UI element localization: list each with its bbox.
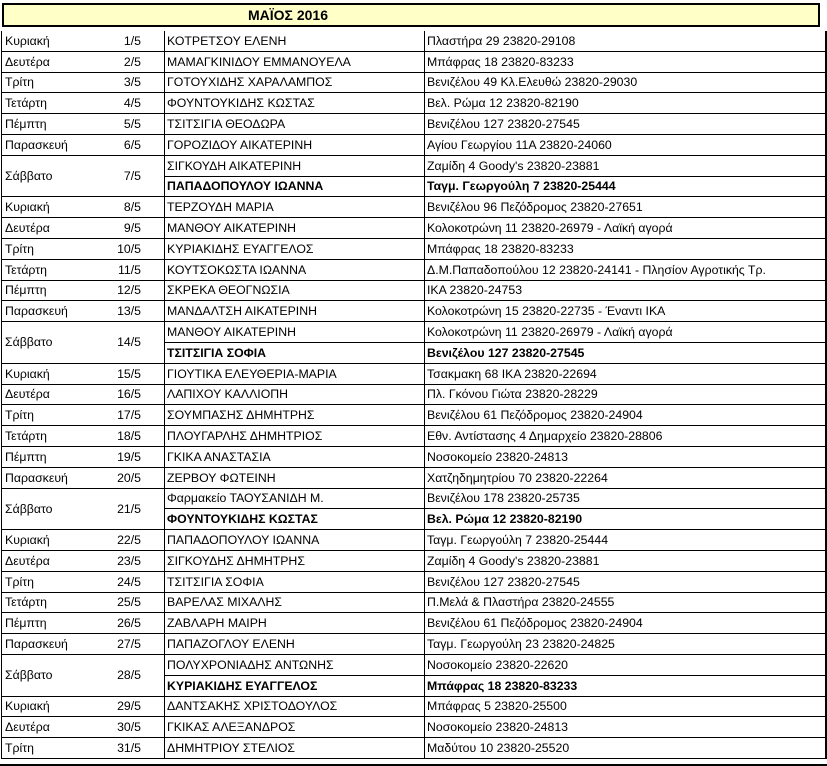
day-cell: Τρίτη [2,738,116,759]
address-phone-cell: Πλαστήρα 29 23820-29108 [425,31,827,51]
date-cell: 12/5 [115,280,165,301]
date-cell: 6/5 [115,134,165,155]
day-cell: Σάββατο [2,488,116,530]
day-cell: Δευτέρα [2,218,116,239]
pharmacy-name-cell: ΠΟΛΥΧΡΟΝΙΑΔΗΣ ΑΝΤΩΝΗΣ [165,654,425,675]
date-cell: 30/5 [115,717,165,738]
day-cell: Τρίτη [2,72,116,93]
date-cell: 27/5 [115,634,165,655]
table-row [2,530,827,551]
address-phone-cell: Ταγμ. Γεωργούλη 7 23820-25444 [425,176,827,197]
address-phone-cell: Μπάφρας 5 23820-25500 [425,696,827,717]
day-cell: Τρίτη [2,238,116,259]
day-cell: Σάββατο [2,654,116,696]
address-phone-cell: Μπάφρας 18 23820-83233 [425,238,827,259]
pharmacy-name-cell: ΤΕΡΖΟΥΔΗ ΜΑΡΙΑ [165,197,425,218]
address-phone-cell: Τσακμακη 68 ΙΚΑ 23820-22694 [425,363,827,384]
address-phone-cell: Ζαμίδη 4 Goody's 23820-23881 [425,155,827,176]
table-row [2,114,827,135]
table-row [2,405,827,426]
date-cell: 4/5 [115,93,165,114]
pharmacy-name-cell: ΓΚΙΚΑΣ ΑΛΕΞΑΝΔΡΟΣ [165,717,425,738]
address-phone-cell: Νοσοκομείο 23820-24813 [425,446,827,467]
day-cell: Τετάρτη [2,259,116,280]
table-row [2,72,827,93]
address-phone-cell: Νοσοκομείο 23820-22620 [425,654,827,675]
pharmacy-name-cell: ΖΑΒΛΑΡΗ ΜΑΙΡΗ [165,613,425,634]
day-cell: Παρασκευή [2,134,116,155]
date-cell: 18/5 [115,426,165,447]
table-row [2,571,827,592]
address-phone-cell: Νοσοκομείο 23820-24813 [425,717,827,738]
date-cell: 15/5 [115,363,165,384]
pharmacy-name-cell: ΚΟΤΡΕΤΣΟΥ ΕΛΕΝΗ [165,31,425,51]
address-phone-cell: Βελ. Ρώμα 12 23820-82190 [425,93,827,114]
pharmacy-name-cell: ΜΑΜΑΓΚΙΝΙΔΟΥ ΕΜΜΑΝΟΥΕΛΑ [165,51,425,72]
pharmacy-name-cell: ΠΛΟΥΓΑΡΛΗΣ ΔΗΜΗΤΡΙΟΣ [165,426,425,447]
pharmacy-name-cell: ΒΑΡΕΛΑΣ ΜΙΧΑΛΗΣ [165,592,425,613]
day-cell: Τετάρτη [2,426,116,447]
day-cell: Τρίτη [2,571,116,592]
pharmacy-name-cell: ΠΑΠΑΔΟΠΟΥΛΟΥ ΙΩΑΝΝΑ [165,176,425,197]
address-phone-cell: Βενιζέλου 127 23820-27545 [425,342,827,363]
pharmacy-name-cell: ΚΟΥΤΣΟΚΩΣΤΑ ΙΩΑΝΝΑ [165,259,425,280]
schedule-table [1,31,827,759]
date-cell: 8/5 [115,197,165,218]
pharmacy-name-cell: ΜΑΝΘΟΥ ΑΙΚΑΤΕΡΙΝΗ [165,322,425,343]
table-row [2,218,827,239]
day-cell: Δευτέρα [2,51,116,72]
table-row [2,280,827,301]
pharmacy-name-cell: ΦΟΥΝΤΟΥΚΙΔΗΣ ΚΩΣΤΑΣ [165,93,425,114]
date-cell: 9/5 [115,218,165,239]
table-row [2,738,827,759]
day-cell: Δευτέρα [2,384,116,405]
table-row [2,51,827,72]
address-phone-cell: Χατζηδημητρίου 70 23820-22264 [425,467,827,488]
table-row [2,446,827,467]
table-row [2,488,827,509]
pharmacy-name-cell: ΜΑΝΘΟΥ ΑΙΚΑΤΕΡΙΝΗ [165,218,425,239]
address-phone-cell: Βενιζέλου 61 Πεζόδρομος 23820-24904 [425,613,827,634]
pharmacy-name-cell: ΔΗΜΗΤΡΙΟΥ ΣΤΕΛΙΟΣ [165,738,425,759]
date-cell: 26/5 [115,613,165,634]
address-phone-cell: Μπάφρας 18 23820-83233 [425,675,827,696]
address-phone-cell: Αγίου Γεωργίου 11Α 23820-24060 [425,134,827,155]
pharmacy-name-cell: ΓΙΟΥΤΙΚΑ ΕΛΕΥΘΕΡΙΑ-ΜΑΡΙΑ [165,363,425,384]
day-cell: Κυριακή [2,31,116,51]
table-row [2,613,827,634]
pharmacy-name-cell: ΣΟΥΜΠΑΣΗΣ ΔΗΜΗΤΡΗΣ [165,405,425,426]
day-cell: Δευτέρα [2,717,116,738]
date-cell: 21/5 [115,488,165,530]
table-row [2,384,827,405]
table-row [2,467,827,488]
pharmacy-name-cell: ΓΟΤΟΥΧΙΔΗΣ ΧΑΡΑΛΑΜΠΟΣ [165,72,425,93]
address-phone-cell: Μπάφρας 18 23820-83233 [425,51,827,72]
day-cell: Σάββατο [2,155,116,197]
pharmacy-name-cell: Φαρμακείο ΤΑΟΥΣΑΝΙΔΗ Μ. [165,488,425,509]
table-row [2,550,827,571]
date-cell: 1/5 [115,31,165,51]
address-phone-cell: Βενιζέλου 61 Πεζόδρομος 23820-24904 [425,405,827,426]
address-phone-cell: Βελ. Ρώμα 12 23820-82190 [425,509,827,530]
address-phone-cell: Εθν. Αντίστασης 4 Δημαρχείο 23820-28806 [425,426,827,447]
address-phone-cell: Πλ. Γκόνου Γιώτα 23820-28229 [425,384,827,405]
table-row [2,592,827,613]
date-cell: 31/5 [115,738,165,759]
pharmacy-name-cell: ΓΟΡΟΖΙΔΟΥ ΑΙΚΑΤΕΡΙΝΗ [165,134,425,155]
pharmacy-name-cell: ΚΥΡΙΑΚΙΔΗΣ ΕΥΑΓΓΕΛΟΣ [165,238,425,259]
date-cell: 5/5 [115,114,165,135]
table-row [2,696,827,717]
pharmacy-name-cell: ΠΑΠΑΖΟΓΛΟΥ ΕΛΕΝΗ [165,634,425,655]
table-row [2,301,827,322]
address-phone-cell: Κολοκοτρώνη 11 23820-26979 - Λαϊκή αγορά [425,218,827,239]
day-cell: Τρίτη [2,405,116,426]
address-phone-cell: Ταγμ. Γεωργούλη 7 23820-25444 [425,530,827,551]
title-banner [2,3,820,27]
date-cell: 25/5 [115,592,165,613]
date-cell: 28/5 [115,654,165,696]
table-row [2,322,827,343]
table-row [2,238,827,259]
pharmacy-name-cell: ΣΚΡΕΚΑ ΘΕΟΓΝΩΣΙΑ [165,280,425,301]
table-row [2,134,827,155]
date-cell: 17/5 [115,405,165,426]
address-phone-cell: Βενιζέλου 178 23820-25735 [425,488,827,509]
table-row [2,155,827,176]
day-cell: Κυριακή [2,696,116,717]
address-phone-cell: Βενιζέλου 49 Κλ.Ελευθώ 23820-29030 [425,72,827,93]
day-cell: Πέμπτη [2,280,116,301]
pharmacy-name-cell: ΚΥΡΙΑΚΙΔΗΣ ΕΥΑΓΓΕΛΟΣ [165,675,425,696]
day-cell: Παρασκευή [2,467,116,488]
pharmacy-name-cell: ΤΣΙΤΣΙΓΙΑ ΣΟΦΙΑ [165,571,425,592]
day-cell: Παρασκευή [2,634,116,655]
address-phone-cell: Βενιζέλου 96 Πεζόδρομος 23820-27651 [425,197,827,218]
address-phone-cell: Μαδύτου 10 23820-25520 [425,738,827,759]
table-row [2,31,827,51]
table-row [2,363,827,384]
pharmacy-name-cell: ΠΑΠΑΔΟΠΟΥΛΟΥ ΙΩΑΝΝΑ [165,530,425,551]
day-cell: Πέμπτη [2,446,116,467]
date-cell: 3/5 [115,72,165,93]
table-row [2,634,827,655]
pharmacy-name-cell: ΤΣΙΤΣΙΓΙΑ ΘΕΟΔΩΡΑ [165,114,425,135]
table-row [2,259,827,280]
day-cell: Τετάρτη [2,93,116,114]
table-row [2,717,827,738]
date-cell: 19/5 [115,446,165,467]
address-phone-cell: Ζαμίδη 4 Goody's 23820-23881 [425,550,827,571]
date-cell: 14/5 [115,322,165,364]
day-cell: Πέμπτη [2,613,116,634]
address-phone-cell: Βενιζέλου 127 23820-27545 [425,571,827,592]
address-phone-cell: Δ.Μ.Παπαδοπούλου 12 23820-24141 - Πλησίον Αγροτικής Τρ. [425,259,827,280]
date-cell: 22/5 [115,530,165,551]
pharmacy-name-cell: ΓΚΙΚΑ ΑΝΑΣΤΑΣΙΑ [165,446,425,467]
schedule-table-body [2,31,827,758]
address-phone-cell: Κολοκοτρώνη 11 23820-26979 - Λαϊκή αγορά [425,322,827,343]
date-cell: 11/5 [115,259,165,280]
date-cell: 29/5 [115,696,165,717]
table-row [2,93,827,114]
date-cell: 13/5 [115,301,165,322]
date-cell: 7/5 [115,155,165,197]
day-cell: Τετάρτη [2,592,116,613]
date-cell: 24/5 [115,571,165,592]
date-cell: 16/5 [115,384,165,405]
pharmacy-name-cell: ΜΑΝΔΑΛΤΣΗ ΑΙΚΑΤΕΡΙΝΗ [165,301,425,322]
date-cell: 20/5 [115,467,165,488]
table-row [2,654,827,675]
day-cell: Κυριακή [2,197,116,218]
pharmacy-name-cell: ΣΙΓΚΟΥΔΗΣ ΔΗΜΗΤΡΗΣ [165,550,425,571]
pharmacy-name-cell: ΦΟΥΝΤΟΥΚΙΔΗΣ ΚΩΣΤΑΣ [165,509,425,530]
day-cell: Παρασκευή [2,301,116,322]
table-row [2,197,827,218]
date-cell: 2/5 [115,51,165,72]
pharmacy-name-cell: ΔΑΝΤΣΑΚΗΣ ΧΡΙΣΤΟΔΟΥΛΟΣ [165,696,425,717]
day-cell: Κυριακή [2,530,116,551]
address-phone-cell: Κολοκοτρώνη 15 23820-22735 - Έναντι ΙΚΑ [425,301,827,322]
table-row [2,426,827,447]
day-cell: Δευτέρα [2,550,116,571]
address-phone-cell: Βενιζέλου 127 23820-27545 [425,114,827,135]
day-cell: Σάββατο [2,322,116,364]
pharmacy-name-cell: ΖΕΡΒΟΥ ΦΩΤΕΙΝΗ [165,467,425,488]
address-phone-cell: Π.Μελά & Πλαστήρα 23820-24555 [425,592,827,613]
day-cell: Πέμπτη [2,114,116,135]
date-cell: 10/5 [115,238,165,259]
page-title: ΜΑΪΟΣ 2016 [248,7,328,23]
address-phone-cell: Ταγμ. Γεωργούλη 23 23820-24825 [425,634,827,655]
address-phone-cell: ΙΚΑ 23820-24753 [425,280,827,301]
date-cell: 23/5 [115,550,165,571]
day-cell: Κυριακή [2,363,116,384]
pharmacy-name-cell: ΛΑΠΙΧΟΥ ΚΑΛΛΙΟΠΗ [165,384,425,405]
pharmacy-name-cell: ΤΣΙΤΣΙΓΙΑ ΣΟΦΙΑ [165,342,425,363]
pharmacy-name-cell: ΣΙΓΚΟΥΔΗ ΑΙΚΑΤΕΡΙΝΗ [165,155,425,176]
